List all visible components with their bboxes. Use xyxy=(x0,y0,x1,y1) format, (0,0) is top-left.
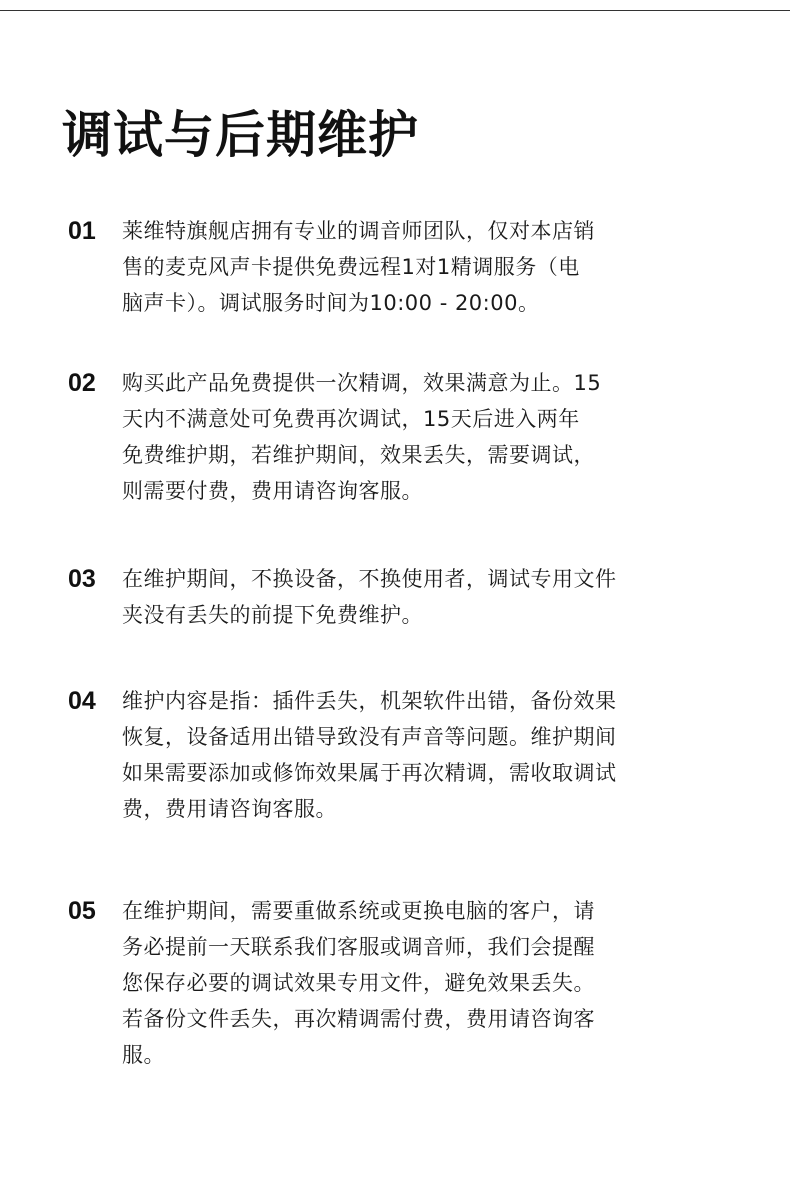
item-text xyxy=(122,213,702,321)
item-line: 则需要付费，费用请咨询客服。 xyxy=(122,479,423,503)
page-title: 调试与后期维护 xyxy=(62,106,419,164)
item-number: 01 xyxy=(68,217,96,245)
item-line: 务必提前一天联系我们客服或调音师，我们会提醒 xyxy=(122,935,595,959)
item-line: 服。 xyxy=(122,1043,165,1067)
item-line: 维护内容是指：插件丢失，机架软件出错，备份效果 xyxy=(122,689,617,713)
item-line: 天内不满意处可免费再次调试，15天后进入两年 xyxy=(122,407,580,431)
top-divider xyxy=(0,10,790,11)
item-text xyxy=(122,561,702,633)
item-number: 05 xyxy=(68,897,96,925)
item-text xyxy=(122,893,702,1073)
item-line: 在维护期间，不换设备，不换使用者，调试专用文件 xyxy=(122,567,617,591)
item-line: 您保存必要的调试效果专用文件，避免效果丢失。 xyxy=(122,971,595,995)
item-line: 购买此产品免费提供一次精调，效果满意为止。15 xyxy=(122,371,602,395)
item-line: 恢复，设备适用出错导致没有声音等问题。维护期间 xyxy=(122,725,617,749)
item-line: 莱维特旗舰店拥有专业的调音师团队，仅对本店销 xyxy=(122,219,595,243)
item-text xyxy=(122,683,702,827)
item-line: 费，费用请咨询客服。 xyxy=(122,797,337,821)
item-line: 在维护期间，需要重做系统或更换电脑的客户，请 xyxy=(122,899,595,923)
item-number: 02 xyxy=(68,369,96,397)
item-number: 03 xyxy=(68,565,96,593)
item-line: 脑声卡）。调试服务时间为10:00 - 20:00。 xyxy=(122,291,540,315)
item-line: 若备份文件丢失，再次精调需付费，费用请咨询客 xyxy=(122,1007,595,1031)
item-text xyxy=(122,365,702,509)
item-number: 04 xyxy=(68,687,96,715)
item-line: 如果需要添加或修饰效果属于再次精调，需收取调试 xyxy=(122,761,617,785)
item-line: 售的麦克风声卡提供免费远程1对1精调服务（电 xyxy=(122,255,580,279)
item-line: 免费维护期，若维护期间，效果丢失，需要调试， xyxy=(122,443,595,467)
item-line: 夹没有丢失的前提下免费维护。 xyxy=(122,603,423,627)
